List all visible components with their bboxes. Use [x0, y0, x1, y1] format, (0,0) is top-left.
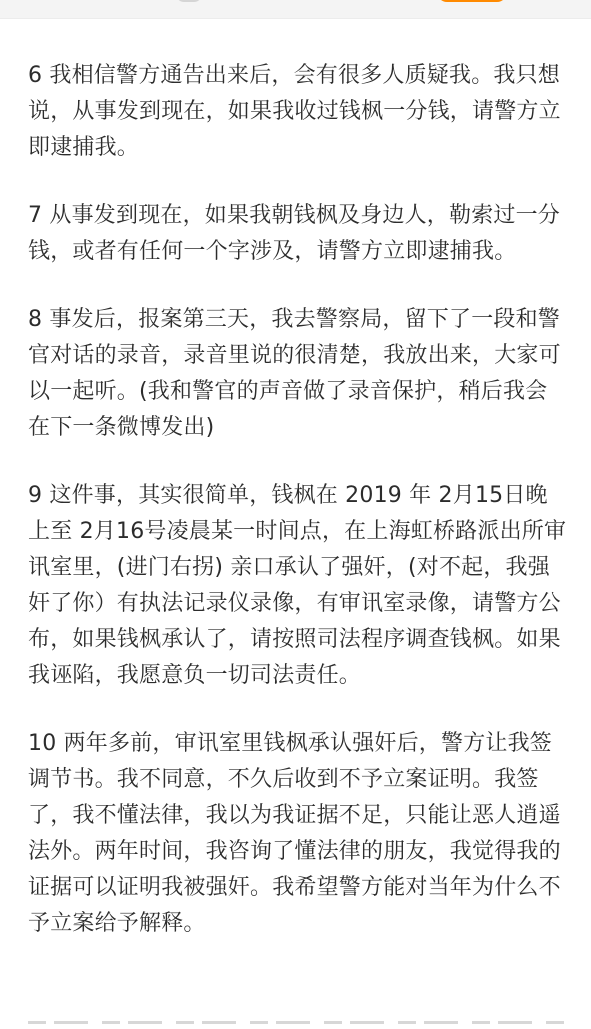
paragraph-10: 10 两年多前，审讯室里钱枫承认强奸后，警方让我签调节书。我不同意，不久后收到不予立案证明。我签了，我不懂法律，我以为我证据不足，只能让恶人逍遥法外。两年时间，我咨询了懂法律的朋友，我觉得我的证据可以证明我被强奸。我希望警方能对当年为什么不予立案给予解释。 [28, 731, 561, 936]
next-paragraph-cutoff [28, 1021, 568, 1029]
paragraph-7: 7 从事发到现在，如果我朝钱枫及身边人，勒索过一分钱，或者有任何一个字涉及，请警方立即逮捕我。 [28, 203, 560, 264]
paragraph-8: 8 事发后，报案第三天，我去警察局，留下了一段和警官对话的录音，录音里说的很清楚，我放出来，大家可以一起听。(我和警官的声音做了录音保护，稍后我会在下一条微博发出) [28, 307, 561, 440]
cutoff-text-line [28, 1021, 568, 1024]
post-body [28, 58, 568, 974]
follow-button[interactable] [437, 0, 507, 2]
paragraph-6: 6 我相信警方通告出来后，会有很多人质疑我。我只想说，从事发到现在，如果我收过钱枫一分钱，请警方立即逮捕我。 [28, 63, 561, 160]
paragraph-9: 9 这件事，其实很简单，钱枫在 2019 年 2月15日晚上至 2月16号凌晨某一时间点，在上海虹桥路派出所审讯室里，(进门右拐) 亲口承认了强奸，(对不起，我强奸了你）有执法记录仪录像，有审讯室录像，请警方公布，如果钱枫承认了，请按照司法程序调查钱枫。如果我诬陷，我愿意负一切司法责任。 [28, 483, 567, 688]
toolbar-icon[interactable] [176, 0, 202, 2]
top-toolbar [0, 0, 591, 19]
